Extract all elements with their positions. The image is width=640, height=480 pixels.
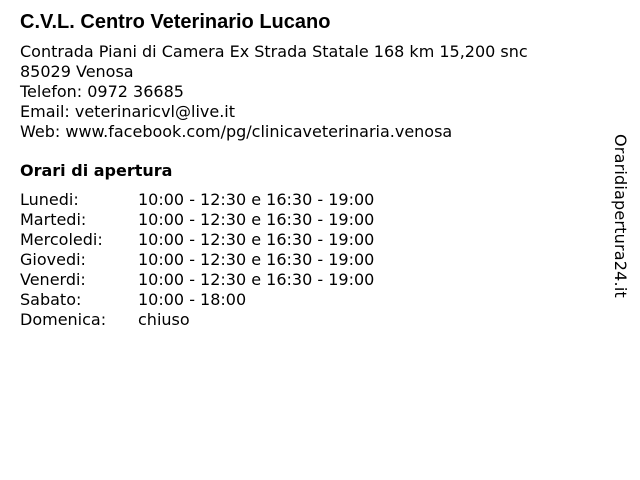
hours-row-saturday [20, 290, 374, 310]
hours-row-thursday [20, 250, 374, 270]
day-label: Mercoledi: [20, 230, 103, 249]
hours-row-wednesday [20, 230, 374, 250]
day-label: Sabato: [20, 290, 82, 309]
day-label: Venerdi: [20, 270, 86, 289]
business-card [20, 10, 600, 330]
day-label: Lunedi: [20, 190, 79, 209]
day-hours: 10:00 - 12:30 e 16:30 - 19:00 [138, 210, 375, 229]
day-hours: 10:00 - 12:30 e 16:30 - 19:00 [138, 190, 375, 209]
site-watermark-text: Oraridiapertura24.it [611, 134, 630, 298]
address-line-street: Contrada Piani di Camera Ex Strada Statale 168 km 15,200 snc [20, 42, 528, 61]
opening-hours-table [20, 190, 374, 330]
address-line-city: 85029 Venosa [20, 62, 134, 81]
day-hours: 10:00 - 12:30 e 16:30 - 19:00 [138, 230, 375, 249]
site-watermark [600, 0, 640, 480]
business-name: C.V.L. Centro Veterinario Lucano [20, 11, 331, 33]
day-hours: 10:00 - 12:30 e 16:30 - 19:00 [138, 250, 375, 269]
day-label: Giovedi: [20, 250, 86, 269]
day-hours: 10:00 - 18:00 [138, 290, 247, 309]
day-hours: chiuso [138, 310, 190, 329]
hours-row-tuesday [20, 210, 374, 230]
hours-row-sunday [20, 310, 374, 330]
phone-line[interactable]: Telefon: 0972 36685 [20, 82, 184, 101]
day-label: Domenica: [20, 310, 107, 329]
hours-row-monday [20, 190, 374, 210]
opening-hours-heading: Orari di apertura [20, 161, 173, 180]
day-hours: 10:00 - 12:30 e 16:30 - 19:00 [138, 270, 375, 289]
email-line[interactable]: Email: veterinaricvl@live.it [20, 102, 236, 121]
hours-row-friday [20, 270, 374, 290]
web-line[interactable]: Web: www.facebook.com/pg/clinicaveterinaria.venosa [20, 122, 453, 141]
day-label: Martedi: [20, 210, 87, 229]
